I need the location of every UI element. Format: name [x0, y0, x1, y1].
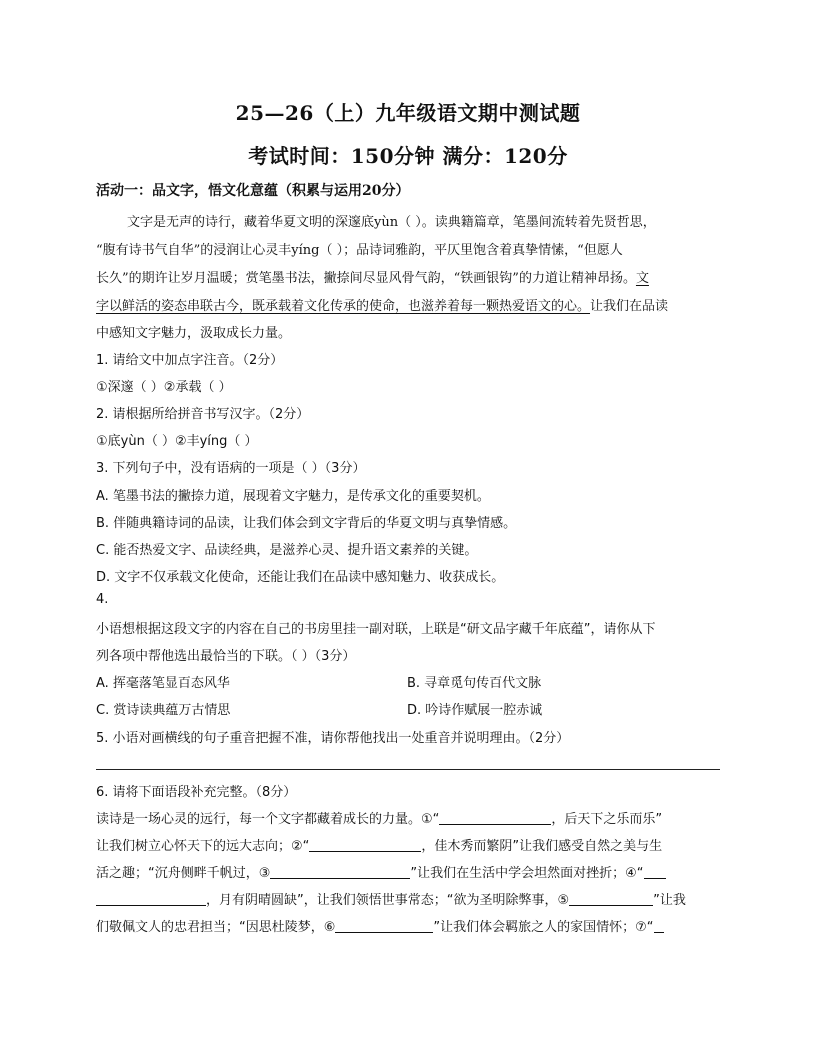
passage-line-2: “腹有诗书气自华”的浸润让心灵丰yíng（ ）；品诗词雅韵，平仄里饱含着真挚情愫，“但愿人	[96, 243, 623, 258]
q5-stem: 5. 小语对画横线的句子重音把握不准，请你帮他找出一处重音并说明理由。（2分）	[96, 731, 570, 746]
q6-line-1	[96, 808, 662, 827]
q6-line-4	[96, 889, 686, 908]
q3-option-b: B. 伴随典籍诗词的品读，让我们体会到文字背后的华夏文明与真挚情感。	[96, 516, 517, 531]
q6-line-2-text: 让我们树立心怀天下的远大志向；②“	[96, 839, 310, 854]
exam-time-score: 考试时间：150分钟 满分：120分	[248, 144, 568, 168]
q1-stem: 1. 请给文中加点字注音。（2分）	[96, 353, 284, 368]
q1-items: ①深邃（ ）②承载（ ）	[96, 380, 232, 395]
fill-blank-6[interactable]	[335, 919, 433, 933]
fill-blank-7-start[interactable]	[654, 919, 664, 933]
passage-line-3	[96, 267, 720, 286]
fill-blank-5[interactable]	[569, 892, 653, 906]
q4-option-c: C. 赏诗读典蕴万古情思	[96, 703, 231, 718]
q6-line-3	[96, 862, 666, 881]
fill-blank-1[interactable]	[439, 811, 551, 825]
underlined-sentence-start: 文	[635, 271, 649, 286]
q6-line-1-text: 读诗是一场心灵的远行，每一个文字都藏着成长的力量。①“	[96, 812, 440, 827]
passage-line-1: 文字是无声的诗行，藏着华夏文明的深邃底yùn（ ）。读典籍篇章，笔墨间流转着先贤哲思，	[127, 215, 656, 230]
passage-line-5: 中感知文字魅力，汲取成长力量。	[96, 326, 292, 341]
q6-line-2-tail: ，佳木秀而繁阴”让我们感受自然之美与生	[421, 839, 663, 854]
fill-blank-4-end[interactable]	[96, 892, 206, 906]
q4-stem-line-1: 小语想根据这段文字的内容在自己的书房里挂一副对联，上联是“研文品字藏千年底蕴”，请你从下	[96, 622, 656, 637]
q6-line-5-tail: ”让我们体会羁旅之人的家国情怀；⑦“	[433, 920, 654, 935]
q6-line-4-text: ，月有阴晴圆缺”，让我们领悟世事常态；“欲为圣明除弊事，⑤	[206, 893, 570, 908]
q2-items: ①底yùn（ ）②丰yíng（ ）	[96, 434, 258, 449]
q6-stem: 6. 请将下面语段补充完整。（8分）	[96, 785, 297, 800]
q3-option-c: C. 能否热爱文字、品读经典，是滋养心灵、提升语文素养的关键。	[96, 543, 478, 558]
fill-blank-3[interactable]	[270, 865, 410, 879]
passage-line-3-text: 长久”的期许让岁月温暖；赏笔墨书法，撇捺间尽显风骨气韵，“铁画银钩”的力道让精神昂扬。	[96, 271, 636, 286]
section-heading: 活动一：品文字，悟文化意蕴（积累与运用20分）	[96, 183, 410, 199]
q5-answer-line[interactable]	[96, 769, 720, 770]
q4-stem-line-2: 列各项中帮他选出最恰当的下联。（ ）（3分）	[96, 649, 356, 664]
q4-number: 4.	[96, 592, 109, 607]
q6-line-4-tail: ”让我	[653, 893, 686, 908]
q4-option-a: A. 挥毫落笔显百态风华	[96, 676, 230, 691]
q3-option-a: A. 笔墨书法的撇捺力道，展现着文字魅力，是传承文化的重要契机。	[96, 489, 490, 504]
fill-blank-2[interactable]	[309, 838, 421, 852]
q6-line-5-text: 们敬佩文人的忠君担当；“因思杜陵梦，⑥	[96, 920, 336, 935]
exam-title: 25—26（上）九年级语文期中测试题	[235, 101, 581, 125]
underlined-sentence: 字以鲜活的姿态串联古今，既承载着文化传承的使命，也滋养着每一颗热爱语文的心。	[96, 299, 591, 314]
q6-line-3-tail: ”让我们在生活中学会坦然面对挫折；④“	[410, 866, 644, 881]
q6-line-1-tail: ，后天下之乐而乐”	[551, 812, 663, 827]
passage-line-4	[96, 295, 720, 314]
q4-option-b: B. 寻章觅句传百代文脉	[407, 676, 542, 691]
fill-blank-4-start[interactable]	[644, 865, 666, 879]
q3-stem: 3. 下列句子中，没有语病的一项是（ ）（3分）	[96, 461, 366, 476]
q3-option-d: D. 文字不仅承载文化使命，还能让我们在品读中感知魅力、收获成长。	[96, 570, 505, 585]
q2-stem: 2. 请根据所给拼音书写汉字。（2分）	[96, 407, 310, 422]
q6-line-5	[96, 916, 664, 935]
q4-option-d: D. 吟诗作赋展一腔赤诚	[407, 703, 543, 718]
q6-line-3-text: 活之趣；“沉舟侧畔千帆过，③	[96, 866, 271, 881]
q6-line-2	[96, 835, 662, 854]
passage-line-4-tail: 让我们在品读	[590, 299, 669, 314]
